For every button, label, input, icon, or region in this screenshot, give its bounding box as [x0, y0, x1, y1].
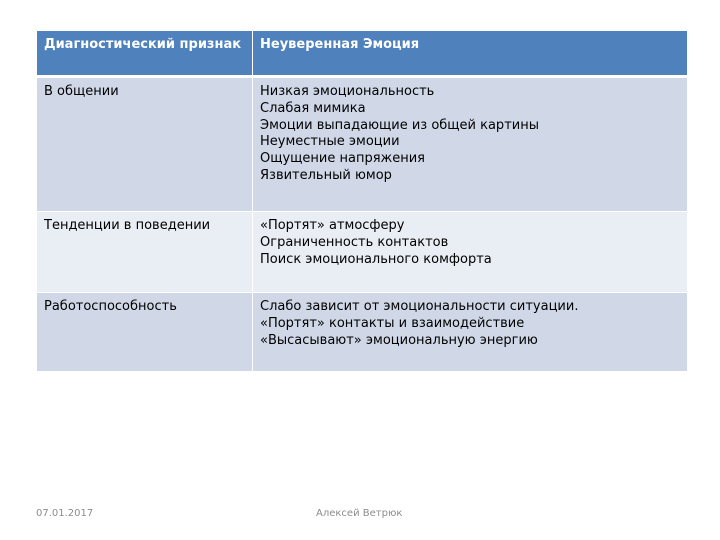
table-row [37, 212, 688, 293]
row-label: Тенденции в поведении [37, 212, 253, 293]
diagnostic-table [36, 30, 688, 372]
row-label: В общении [37, 77, 253, 212]
row-content [253, 293, 688, 372]
table-row [37, 77, 688, 212]
content-line: «Портят» контакты и взаимодействие [260, 315, 525, 331]
content-line: «Высасывают» эмоциональную энергию [260, 332, 538, 348]
table-row [37, 293, 688, 372]
row-content [253, 77, 688, 212]
header-uncertain-emotion: Неуверенная Эмоция [253, 31, 688, 77]
table-header-row [37, 31, 688, 77]
content-line: Язвительный юмор [260, 167, 392, 183]
content-line: Слабая мимика [260, 100, 366, 116]
row-content [253, 212, 688, 293]
content-line: Ощущение напряжения [260, 151, 426, 167]
content-line: «Портят» атмосферу [260, 218, 405, 233]
content-line: Поиск эмоционального комфорта [260, 251, 492, 267]
content-line: Эмоции выпадающие из общей картины [260, 117, 539, 133]
content-line: Низкая эмоциональность [260, 84, 435, 99]
content-line: Ограниченность контактов [260, 234, 449, 250]
row-label: Работоспособность [37, 293, 253, 372]
header-diagnostic-sign: Диагностический признак [37, 31, 253, 77]
footer-author: Алексей Ветрюк [316, 508, 403, 519]
footer-date: 07.01.2017 [36, 508, 94, 519]
content-line: Неуместные эмоции [260, 134, 400, 150]
content-line: Слабо зависит от эмоциональности ситуации. [260, 299, 579, 314]
